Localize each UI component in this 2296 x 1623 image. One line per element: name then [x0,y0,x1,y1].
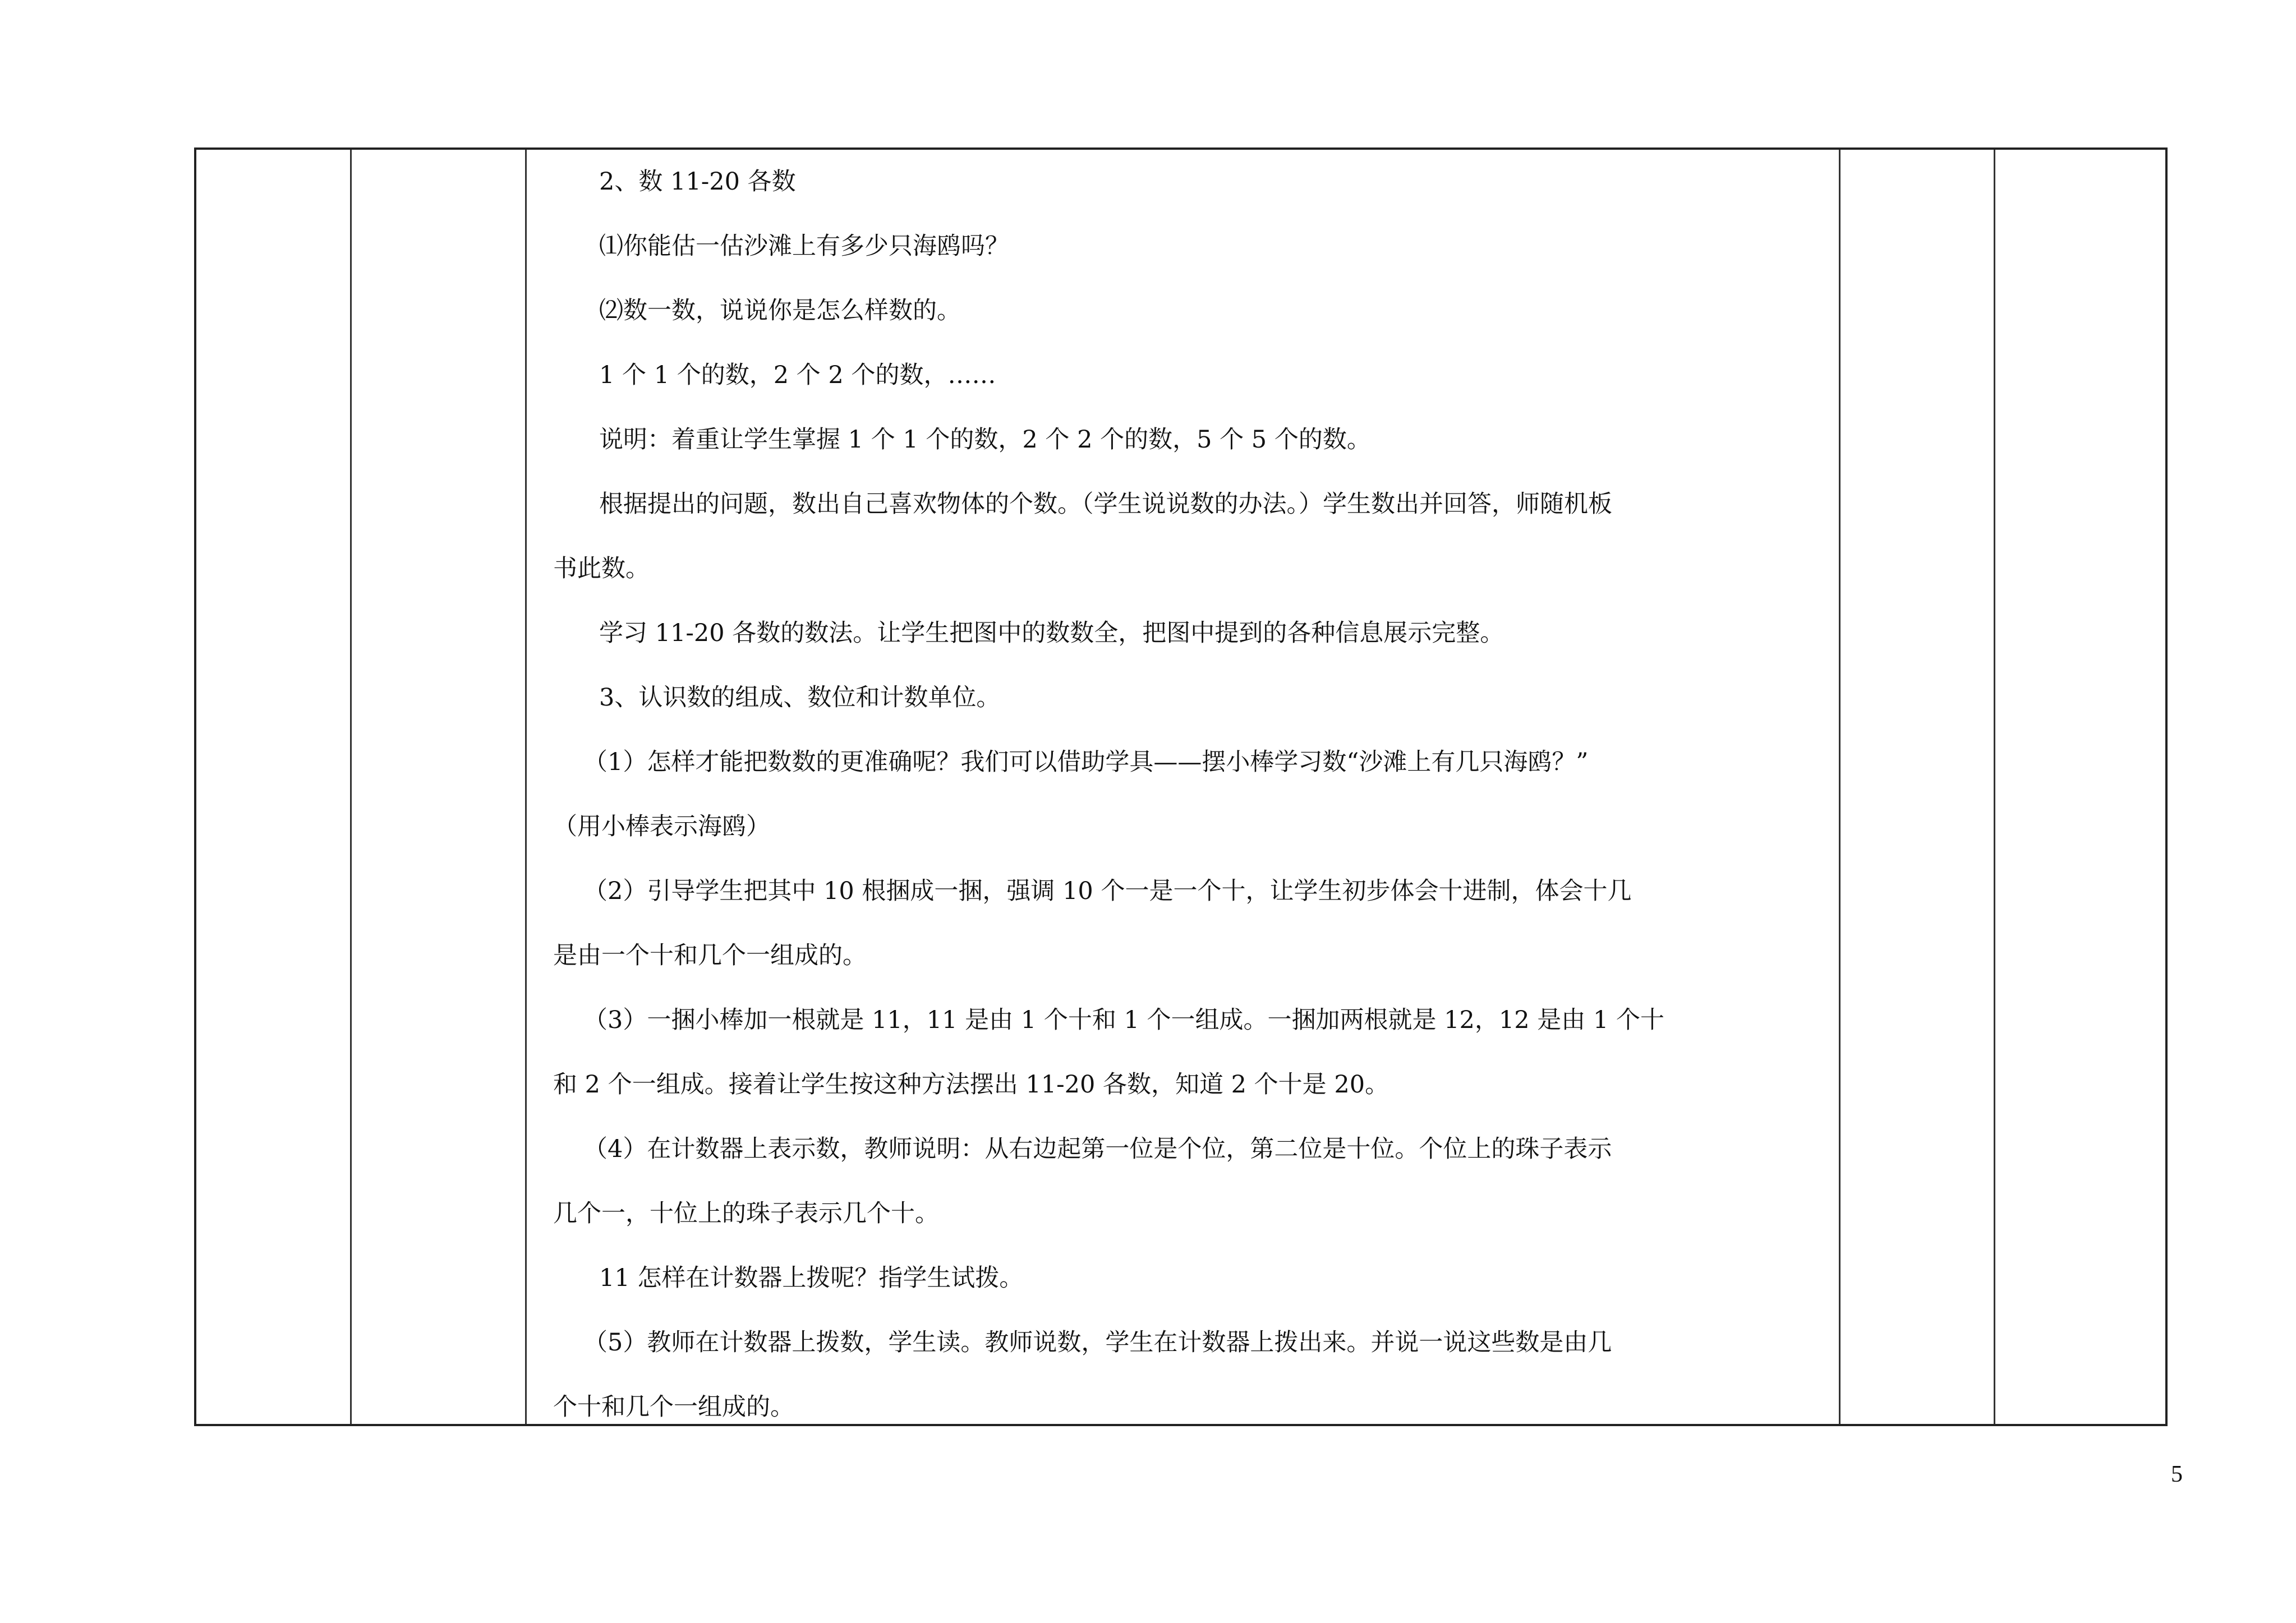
page-number: 5 [2171,1461,2183,1487]
text-line: 个十和几个一组成的。 [553,1393,794,1421]
text-line: ⑵数一数，说说你是怎么样数的。 [599,297,961,325]
text-line: 11 怎样在计数器上拨呢？指学生试拨。 [599,1264,1024,1292]
text-line: 和 2 个一组成。接着让学生按这种方法摆出 11-20 各数，知道 2 个十是 20。 [553,1071,1389,1099]
teaching-process-cell [544,150,1857,1424]
text-line: （1）怎样才能把数数的更准确呢？我们可以借助学具——摆小棒学习数“沙滩上有几只海鸥？” [583,748,1589,776]
text-line: 1 个 1 个的数，2 个 2 个的数，…… [599,361,996,389]
text-line: 3、认识数的组成、数位和计数单位。 [599,684,1001,712]
text-line: （用小棒表示海鸥） [553,813,770,841]
text-line: （3）一捆小棒加一根就是 11，11 是由 1 个十和 1 个一组成。一捆加两根就是 12，12 是由 1 个十 [583,1006,1664,1034]
text-line: （5）教师在计数器上拨数，学生读。教师说数，学生在计数器上拨出来。并说一说这些数是由几 [583,1329,1612,1357]
text-line: （4）在计数器上表示数，教师说明：从右边起第一位是个位，第二位是十位。个位上的珠子表示 [583,1135,1612,1163]
text-line: 根据提出的问题，数出自己喜欢物体的个数。（学生说说数的办法。）学生数出并回答，师随机板 [599,490,1612,518]
text-line: （2）引导学生把其中 10 根捆成一捆，强调 10 个一是一个十，让学生初步体会十进制，体会十几 [583,877,1632,905]
column-divider-1 [350,150,352,1424]
column-divider-2 [525,150,527,1424]
text-line: ⑴你能估一估沙滩上有多少只海鸥吗？ [599,232,1009,260]
text-line: 学习 11-20 各数的数法。让学生把图中的数数全，把图中提到的各种信息展示完整。 [599,619,1504,647]
text-line: 书此数。 [553,555,650,583]
text-line: 几个一，十位上的珠子表示几个十。 [553,1200,939,1228]
column-divider-4 [1994,150,1995,1424]
text-line: 说明：着重让学生掌握 1 个 1 个的数，2 个 2 个的数，5 个 5 个的数。 [599,426,1371,454]
lesson-plan-table [194,147,2168,1426]
text-line: 2、数 11-20 各数 [599,168,796,196]
text-line: 是由一个十和几个一组成的。 [553,942,867,970]
